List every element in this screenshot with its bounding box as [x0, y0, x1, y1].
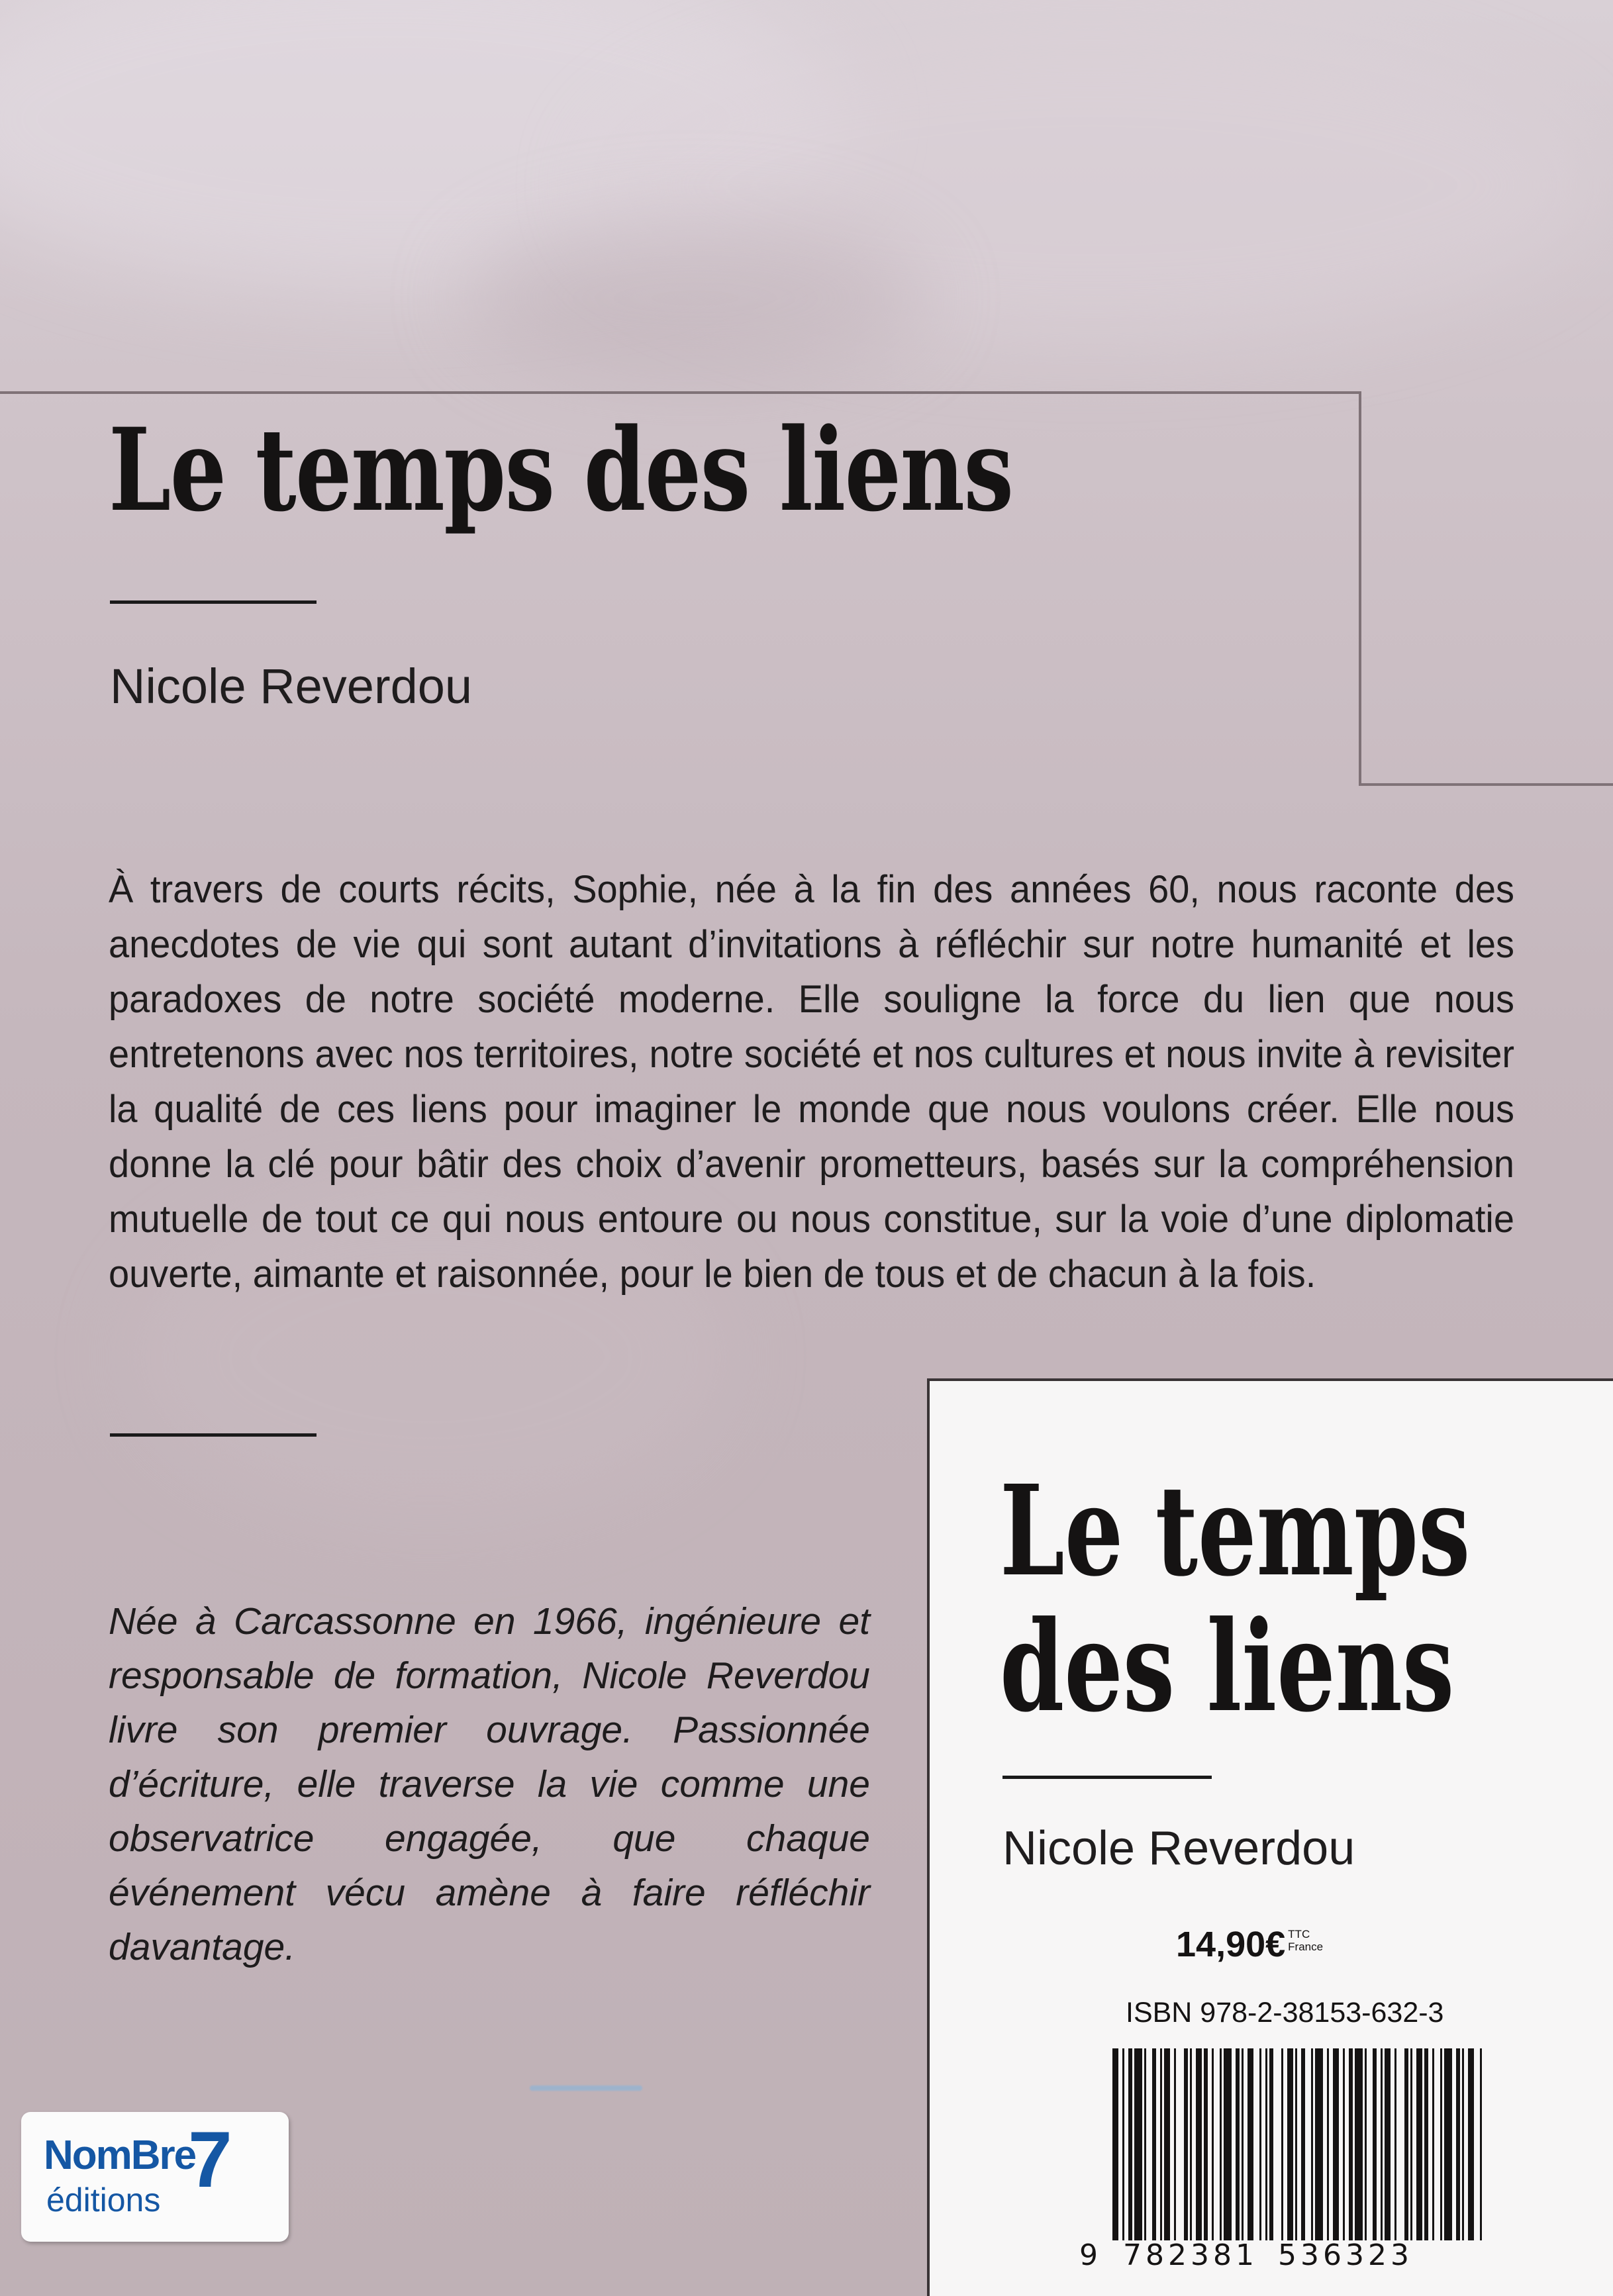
barcode-bar: [1355, 2048, 1363, 2240]
barcode-bar: [1184, 2048, 1188, 2240]
barcode-bar: [1190, 2048, 1192, 2240]
publisher-number: 7: [188, 2115, 232, 2204]
barcode-bar: [1242, 2048, 1244, 2240]
barcode-bar: [1315, 2048, 1323, 2240]
barcode-bar: [1269, 2048, 1273, 2240]
barcode-bar: [1468, 2048, 1474, 2240]
barcode-bar: [1456, 2048, 1460, 2240]
barcode-bar: [1301, 2048, 1305, 2240]
barcode-bar: [1128, 2048, 1132, 2240]
author-bio: Née à Carcassonne en 1966, ingénieure et responsable de formation, Nicole Reverdou livre son premier ouvrage. Passionnée d’écriture, elle traverse la vie comme une observatrice engagée, que chaque événement vécu amène à faire réfléchir davantage.: [109, 1600, 870, 1968]
barcode-bar: [1410, 2048, 1412, 2240]
barcode-bar: [1444, 2048, 1452, 2240]
barcode-bar: [1311, 2048, 1313, 2240]
label-box-title: [1000, 1458, 1471, 1740]
author-name: Nicole Reverdou: [110, 659, 473, 714]
barcode-bar: [1385, 2048, 1391, 2240]
label-box-title-line: des liens: [1000, 1594, 1455, 1740]
barcode-bar: [1212, 2048, 1214, 2240]
barcode-left-digits: 782381: [1123, 2238, 1258, 2272]
price-country: France: [1288, 1940, 1324, 1953]
price: [1176, 1924, 1323, 1965]
barcode-bar: [1416, 2048, 1422, 2240]
label-box: [927, 1378, 1613, 2296]
price-note: [1288, 1928, 1323, 1953]
title-frame-top-line: [0, 391, 1361, 394]
barcode-bar: [1381, 2048, 1383, 2240]
barcode-first-digit: 9: [1079, 2238, 1098, 2272]
barcode-bar: [1394, 2048, 1396, 2240]
barcode-digits: [1079, 2235, 1490, 2275]
book-blurb: À travers de courts récits, Sophie, née à la fin des années 60, nous raconte des anecdotes de vie qui sont autant d’invitations à réfléchir sur notre humanité et les paradoxes de notre société moderne. Elle souligne la force du lien que nous entretenons avec nos territoires, notre société et nos cultures et nous invite à revisiter la qualité de ces liens pour imaginer le monde que nous voulons créer. Elle nous donne la clé pour bâtir des choix d’avenir prometteurs, basés sur la compréhension mutuelle de tout ce qui nous entoure ou nous constitue, sur la voie d’une diplomatie ouverte, aimante et raisonnée, pour le bien de tous et de chacun à la fois.: [109, 868, 1514, 1296]
barcode-bar: [1404, 2048, 1408, 2240]
barcode-bar: [1349, 2048, 1353, 2240]
barcode-bar: [1112, 2048, 1118, 2240]
barcode-bar: [1265, 2048, 1267, 2240]
barcode-bar: [1365, 2048, 1367, 2240]
sky-cloud: [464, 212, 927, 384]
barcode-bar: [1247, 2048, 1253, 2240]
price-tax: TTC: [1288, 1928, 1310, 1940]
barcode-bar: [1462, 2048, 1464, 2240]
label-box-divider: [1002, 1776, 1212, 1779]
title-divider: [110, 600, 317, 604]
barcode-bar: [1343, 2048, 1345, 2240]
title-frame-bottom-line: [1359, 783, 1613, 786]
barcode-bar: [1164, 2048, 1170, 2240]
publisher-subtitle: éditions: [46, 2181, 161, 2219]
sky-streak: [530, 2085, 642, 2091]
barcode-bar: [1295, 2048, 1297, 2240]
book-title: Le temps des liens: [109, 403, 1013, 537]
barcode-bar: [1152, 2048, 1156, 2240]
barcode-right-digits: 536323: [1277, 2238, 1413, 2272]
barcode-bar: [1432, 2048, 1434, 2240]
barcode-bar: [1196, 2048, 1202, 2240]
publisher-name: NomBre: [44, 2132, 196, 2178]
barcode-bar: [1373, 2048, 1377, 2240]
barcode-bar: [1480, 2048, 1482, 2240]
barcode-bar: [1220, 2048, 1222, 2240]
barcode-bar: [1327, 2048, 1329, 2240]
barcode-bar: [1287, 2048, 1293, 2240]
barcode-bar: [1122, 2048, 1124, 2240]
barcode-bar: [1440, 2048, 1442, 2240]
barcode-bar: [1134, 2048, 1142, 2240]
label-box-title-line: Le temps: [1000, 1458, 1471, 1604]
barcode-bar: [1174, 2048, 1176, 2240]
barcode-bar: [1224, 2048, 1232, 2240]
barcode-bar: [1160, 2048, 1162, 2240]
barcode-bar: [1281, 2048, 1283, 2240]
publisher-logo: [21, 2112, 289, 2242]
label-box-author: Nicole Reverdou: [1002, 1822, 1355, 1875]
bio-divider: [110, 1433, 317, 1437]
barcode-bar: [1204, 2048, 1208, 2240]
title-frame-right-line: [1359, 391, 1361, 786]
barcode-bar: [1259, 2048, 1261, 2240]
barcode-bar: [1144, 2048, 1146, 2240]
barcode-bar: [1424, 2048, 1428, 2240]
barcode: [1112, 2048, 1483, 2240]
price-value: 14,90€: [1176, 1925, 1286, 1964]
isbn: ISBN 978-2-38153-632-3: [1126, 1997, 1444, 2029]
barcode-bar: [1333, 2048, 1339, 2240]
barcode-bar: [1236, 2048, 1240, 2240]
